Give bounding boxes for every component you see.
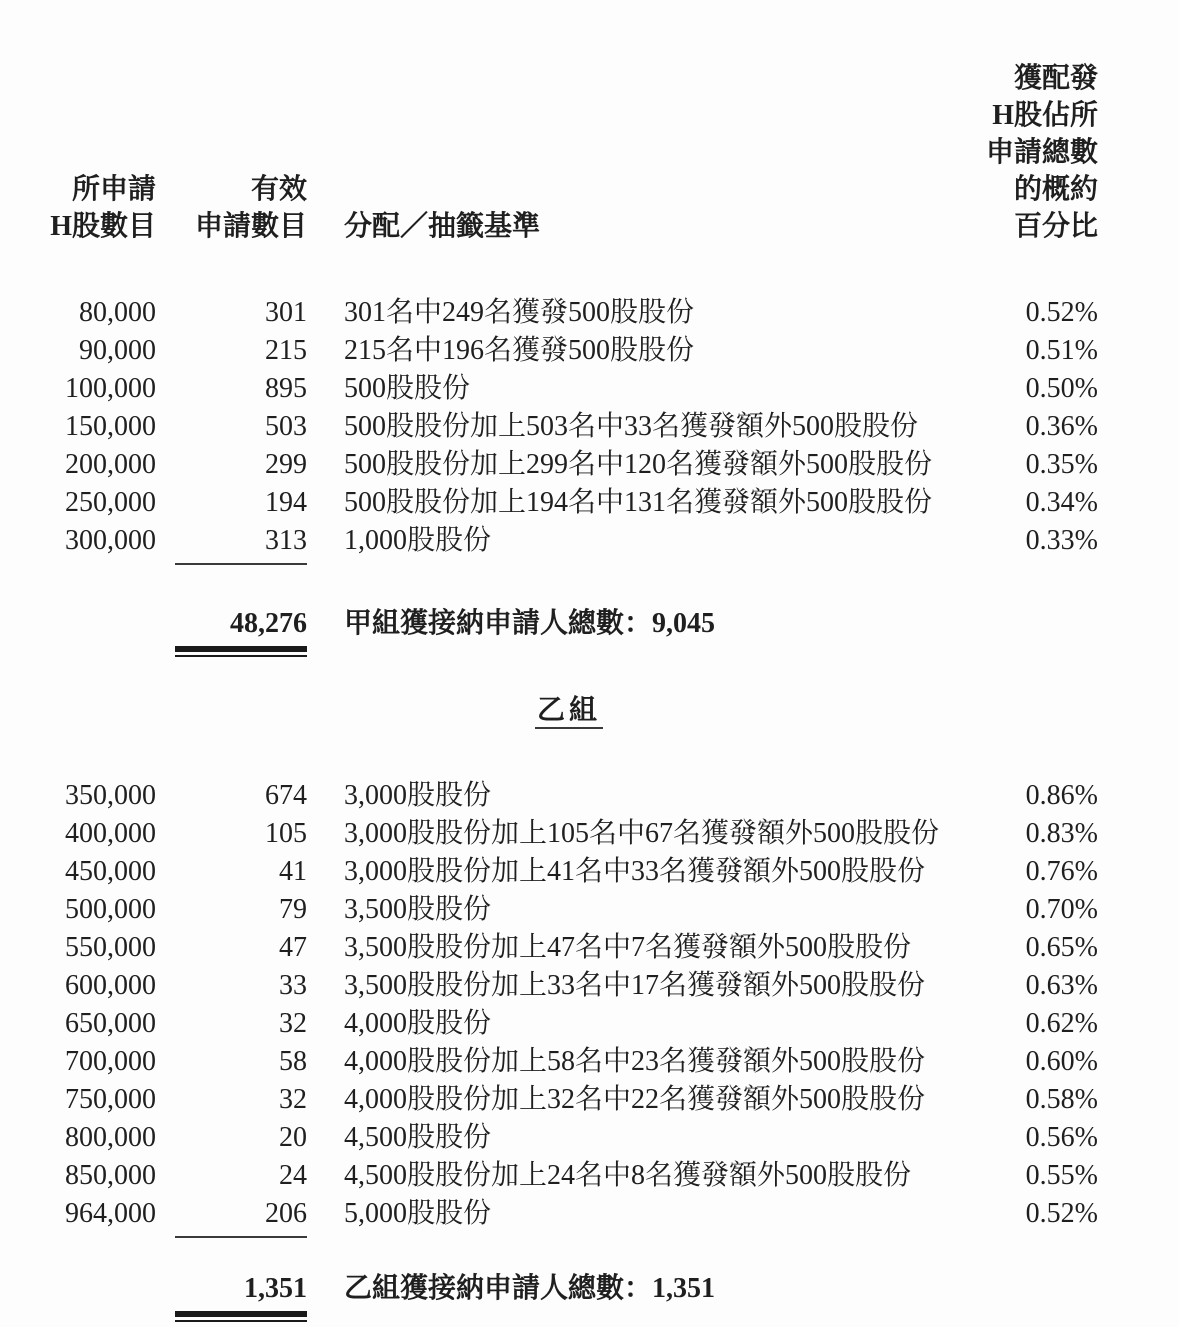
shares-applied-value: 800,000 <box>65 1122 156 1153</box>
table-row <box>40 1157 1098 1195</box>
header-allocation-basis: 分配／抽籤基準 <box>344 211 541 242</box>
group-a-table <box>40 294 1098 560</box>
allocation-basis-text: 500股股份加上299名中120名獲發額外500股股份 <box>344 449 933 480</box>
table-row <box>40 929 1098 967</box>
shares-applied-value: 964,000 <box>65 1198 156 1229</box>
allocation-basis-text: 301名中249名獲發500股股份 <box>344 297 695 328</box>
header-valid-applications <box>156 171 307 245</box>
percentage-value: 0.62% <box>1025 1008 1098 1039</box>
shares-applied-value: 300,000 <box>65 525 156 556</box>
valid-applications-value: 33 <box>279 970 307 1001</box>
table-row <box>40 294 1098 332</box>
table-row <box>40 815 1098 853</box>
group-a-subtotal-label: 甲組獲接納申請人總數：9,045 <box>344 608 716 639</box>
valid-applications-value: 301 <box>265 297 307 328</box>
percentage-value: 0.60% <box>1025 1046 1098 1077</box>
allocation-basis-text: 4,500股股份 <box>344 1122 492 1153</box>
allocation-basis-text: 4,000股股份加上58名中23名獲發額外500股股份 <box>344 1046 926 1077</box>
valid-applications-value: 47 <box>279 932 307 963</box>
allocation-basis-text: 1,000股股份 <box>344 525 492 556</box>
valid-applications-value: 215 <box>265 335 307 366</box>
shares-applied-value: 450,000 <box>65 856 156 887</box>
percentage-value: 0.52% <box>1025 297 1098 328</box>
percentage-value: 0.51% <box>1025 335 1098 366</box>
table-row <box>40 1119 1098 1157</box>
valid-applications-value: 32 <box>279 1008 307 1039</box>
group-b-table <box>40 777 1098 1233</box>
group-b-subtotal-rule <box>40 1236 1098 1238</box>
allocation-basis-text: 3,000股股份加上105名中67名獲發額外500股股份 <box>344 818 940 849</box>
table-row <box>40 777 1098 815</box>
group-a-total-rule <box>40 646 1098 657</box>
group-b-subtotal-row <box>40 1270 1098 1308</box>
shares-applied-value: 600,000 <box>65 970 156 1001</box>
percentage-value: 0.36% <box>1025 411 1098 442</box>
group-b-total-rule <box>40 1311 1098 1322</box>
table-row <box>40 891 1098 929</box>
group-b-subtotal-applications: 1,351 <box>244 1273 307 1304</box>
shares-applied-value: 150,000 <box>65 411 156 442</box>
table-row <box>40 370 1098 408</box>
percentage-value: 0.52% <box>1025 1198 1098 1229</box>
header-valid-applications-line2: 申請數目 <box>194 211 307 242</box>
header-percentage-line3: 申請總數 <box>985 137 1098 168</box>
valid-applications-value: 24 <box>279 1160 307 1191</box>
valid-applications-value: 895 <box>265 373 307 404</box>
valid-applications-value: 79 <box>279 894 307 925</box>
percentage-value: 0.33% <box>1025 525 1098 556</box>
table-row <box>40 853 1098 891</box>
valid-applications-value: 41 <box>279 856 307 887</box>
valid-applications-value: 206 <box>265 1198 307 1229</box>
shares-applied-value: 200,000 <box>65 449 156 480</box>
table-row <box>40 967 1098 1005</box>
table-row <box>40 332 1098 370</box>
shares-applied-value: 80,000 <box>79 297 156 328</box>
valid-applications-value: 20 <box>279 1122 307 1153</box>
header-percentage-line1: 獲配發 <box>1013 63 1098 94</box>
percentage-value: 0.58% <box>1025 1084 1098 1115</box>
valid-applications-value: 58 <box>279 1046 307 1077</box>
allocation-basis-text: 3,500股股份加上47名中7名獲發額外500股股份 <box>344 932 912 963</box>
allocation-basis-text: 3,500股股份 <box>344 894 492 925</box>
shares-applied-value: 100,000 <box>65 373 156 404</box>
valid-applications-value: 194 <box>265 487 307 518</box>
allocation-basis-text: 4,000股股份 <box>344 1008 492 1039</box>
percentage-value: 0.63% <box>1025 970 1098 1001</box>
single-rule <box>175 563 307 565</box>
header-valid-applications-line1: 有效 <box>250 174 307 205</box>
header-shares-applied <box>40 171 156 245</box>
shares-applied-value: 550,000 <box>65 932 156 963</box>
allocation-basis-text: 500股股份加上194名中131名獲發額外500股股份 <box>344 487 933 518</box>
table-row <box>40 1081 1098 1119</box>
double-rule <box>175 1311 307 1322</box>
allocation-basis-text: 3,000股股份 <box>344 780 492 811</box>
table-row <box>40 484 1098 522</box>
valid-applications-value: 674 <box>265 780 307 811</box>
percentage-value: 0.70% <box>1025 894 1098 925</box>
group-a-subtotal-applications: 48,276 <box>230 608 307 639</box>
group-a-subtotal-row <box>40 605 1098 643</box>
allocation-basis-text: 500股股份加上503名中33名獲發額外500股股份 <box>344 411 919 442</box>
percentage-value: 0.50% <box>1025 373 1098 404</box>
shares-applied-value: 500,000 <box>65 894 156 925</box>
shares-applied-value: 250,000 <box>65 487 156 518</box>
shares-applied-value: 90,000 <box>79 335 156 366</box>
allocation-basis-text: 3,000股股份加上41名中33名獲發額外500股股份 <box>344 856 926 887</box>
single-rule <box>175 1236 307 1238</box>
percentage-value: 0.34% <box>1025 487 1098 518</box>
table-header <box>40 60 1098 245</box>
shares-applied-value: 850,000 <box>65 1160 156 1191</box>
group-a-subtotal-rule <box>40 563 1098 565</box>
allocation-basis-text: 500股股份 <box>344 373 471 404</box>
valid-applications-value: 503 <box>265 411 307 442</box>
header-percentage-allotted <box>983 60 1098 245</box>
group-b-subtotal-label: 乙組獲接納申請人總數：1,351 <box>344 1273 716 1304</box>
percentage-value: 0.56% <box>1025 1122 1098 1153</box>
percentage-value: 0.55% <box>1025 1160 1098 1191</box>
table-row <box>40 1005 1098 1043</box>
header-percentage-line5: 百分比 <box>1013 211 1098 242</box>
allocation-basis-text: 5,000股股份 <box>344 1198 492 1229</box>
table-row <box>40 446 1098 484</box>
allocation-basis-text: 4,000股股份加上32名中22名獲發額外500股股份 <box>344 1084 926 1115</box>
valid-applications-value: 32 <box>279 1084 307 1115</box>
percentage-value: 0.83% <box>1025 818 1098 849</box>
header-percentage-line2: H股佔所 <box>992 100 1098 131</box>
shares-applied-value: 750,000 <box>65 1084 156 1115</box>
allocation-basis-text: 3,500股股份加上33名中17名獲發額外500股股份 <box>344 970 926 1001</box>
table-row <box>40 1043 1098 1081</box>
header-shares-applied-line2: H股數目 <box>50 211 156 242</box>
table-row <box>40 1195 1098 1233</box>
table-row <box>40 408 1098 446</box>
percentage-value: 0.35% <box>1025 449 1098 480</box>
percentage-value: 0.86% <box>1025 780 1098 811</box>
header-percentage-line4: 的概約 <box>1013 174 1098 205</box>
valid-applications-value: 105 <box>265 818 307 849</box>
shares-applied-value: 400,000 <box>65 818 156 849</box>
shares-applied-value: 650,000 <box>65 1008 156 1039</box>
shares-applied-value: 700,000 <box>65 1046 156 1077</box>
percentage-value: 0.65% <box>1025 932 1098 963</box>
group-b-heading-text: 乙組 <box>535 696 603 729</box>
allocation-basis-text: 215名中196名獲發500股股份 <box>344 335 695 366</box>
allocation-basis-text: 4,500股股份加上24名中8名獲發額外500股股份 <box>344 1160 912 1191</box>
header-shares-applied-line1: 所申請 <box>71 174 156 205</box>
valid-applications-value: 299 <box>265 449 307 480</box>
double-rule <box>175 646 307 657</box>
shares-applied-value: 350,000 <box>65 780 156 811</box>
group-b-heading <box>40 695 1098 729</box>
valid-applications-value: 313 <box>265 525 307 556</box>
table-row <box>40 522 1098 560</box>
percentage-value: 0.76% <box>1025 856 1098 887</box>
